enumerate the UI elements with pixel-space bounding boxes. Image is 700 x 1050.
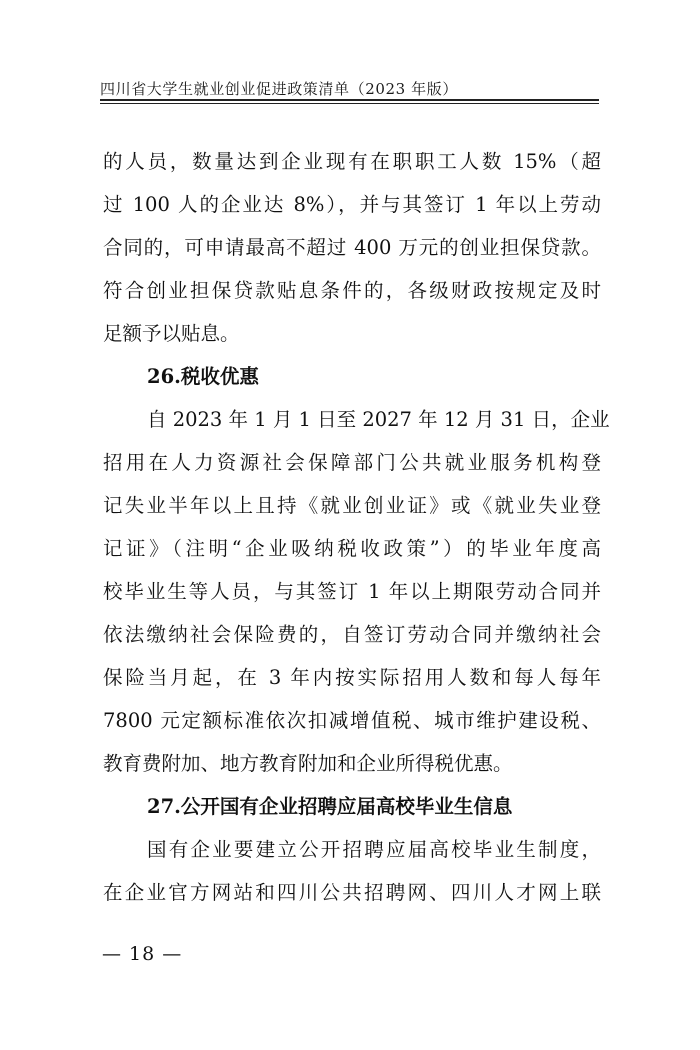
text-line: 符合创业担保贷款贴息条件的，各级财政按规定及时 [103, 279, 601, 302]
page-number: — 18 — [102, 943, 183, 965]
text-line: 记失业半年以上且持《就业创业证》或《就业失业登 [103, 494, 601, 517]
text-line: 国有企业要建立公开招聘应届高校毕业生制度， [147, 838, 601, 861]
text-line: 在企业官方网站和四川公共招聘网、四川人才网上联 [103, 881, 601, 904]
text-line: 过 100 人的企业达 8%），并与其签订 1 年以上劳动 [103, 193, 601, 216]
text-line: 教育费附加、地方教育附加和企业所得税优惠。 [103, 752, 513, 775]
section-heading-27: 27.公开国有企业招聘应届高校毕业生信息 [147, 795, 513, 818]
text-line: 校毕业生等人员，与其签订 1 年以上期限劳动合同并 [103, 580, 601, 603]
text-line: 招用在人力资源社会保障部门公共就业服务机构登 [103, 451, 601, 474]
section-heading-26: 26.税收优惠 [147, 365, 259, 388]
header-rule-thick [100, 99, 599, 101]
text-line: 依法缴纳社会保险费的，自签订劳动合同并缴纳社会 [103, 623, 601, 646]
text-line: 自 2023 年 1 月 1 日至 2027 年 12 月 31 日，企业 [147, 408, 610, 431]
text-line: 记证》（注明“企业吸纳税收政策”）的毕业年度高 [103, 537, 601, 560]
running-header: 四川省大学生就业创业促进政策清单（2023 年版） [100, 80, 458, 98]
text-line: 足额予以贴息。 [103, 322, 240, 345]
text-line: 保险当月起，在 3 年内按实际招用人数和每人每年 [103, 666, 601, 689]
text-line: 合同的，可申请最高不超过 400 万元的创业担保贷款。 [103, 236, 601, 259]
header-rule-thin [100, 103, 599, 104]
text-line: 的人员，数量达到企业现有在职职工人数 15%（超 [103, 150, 601, 173]
text-line: 7800 元定额标准依次扣减增值税、城市维护建设税、 [103, 709, 601, 732]
